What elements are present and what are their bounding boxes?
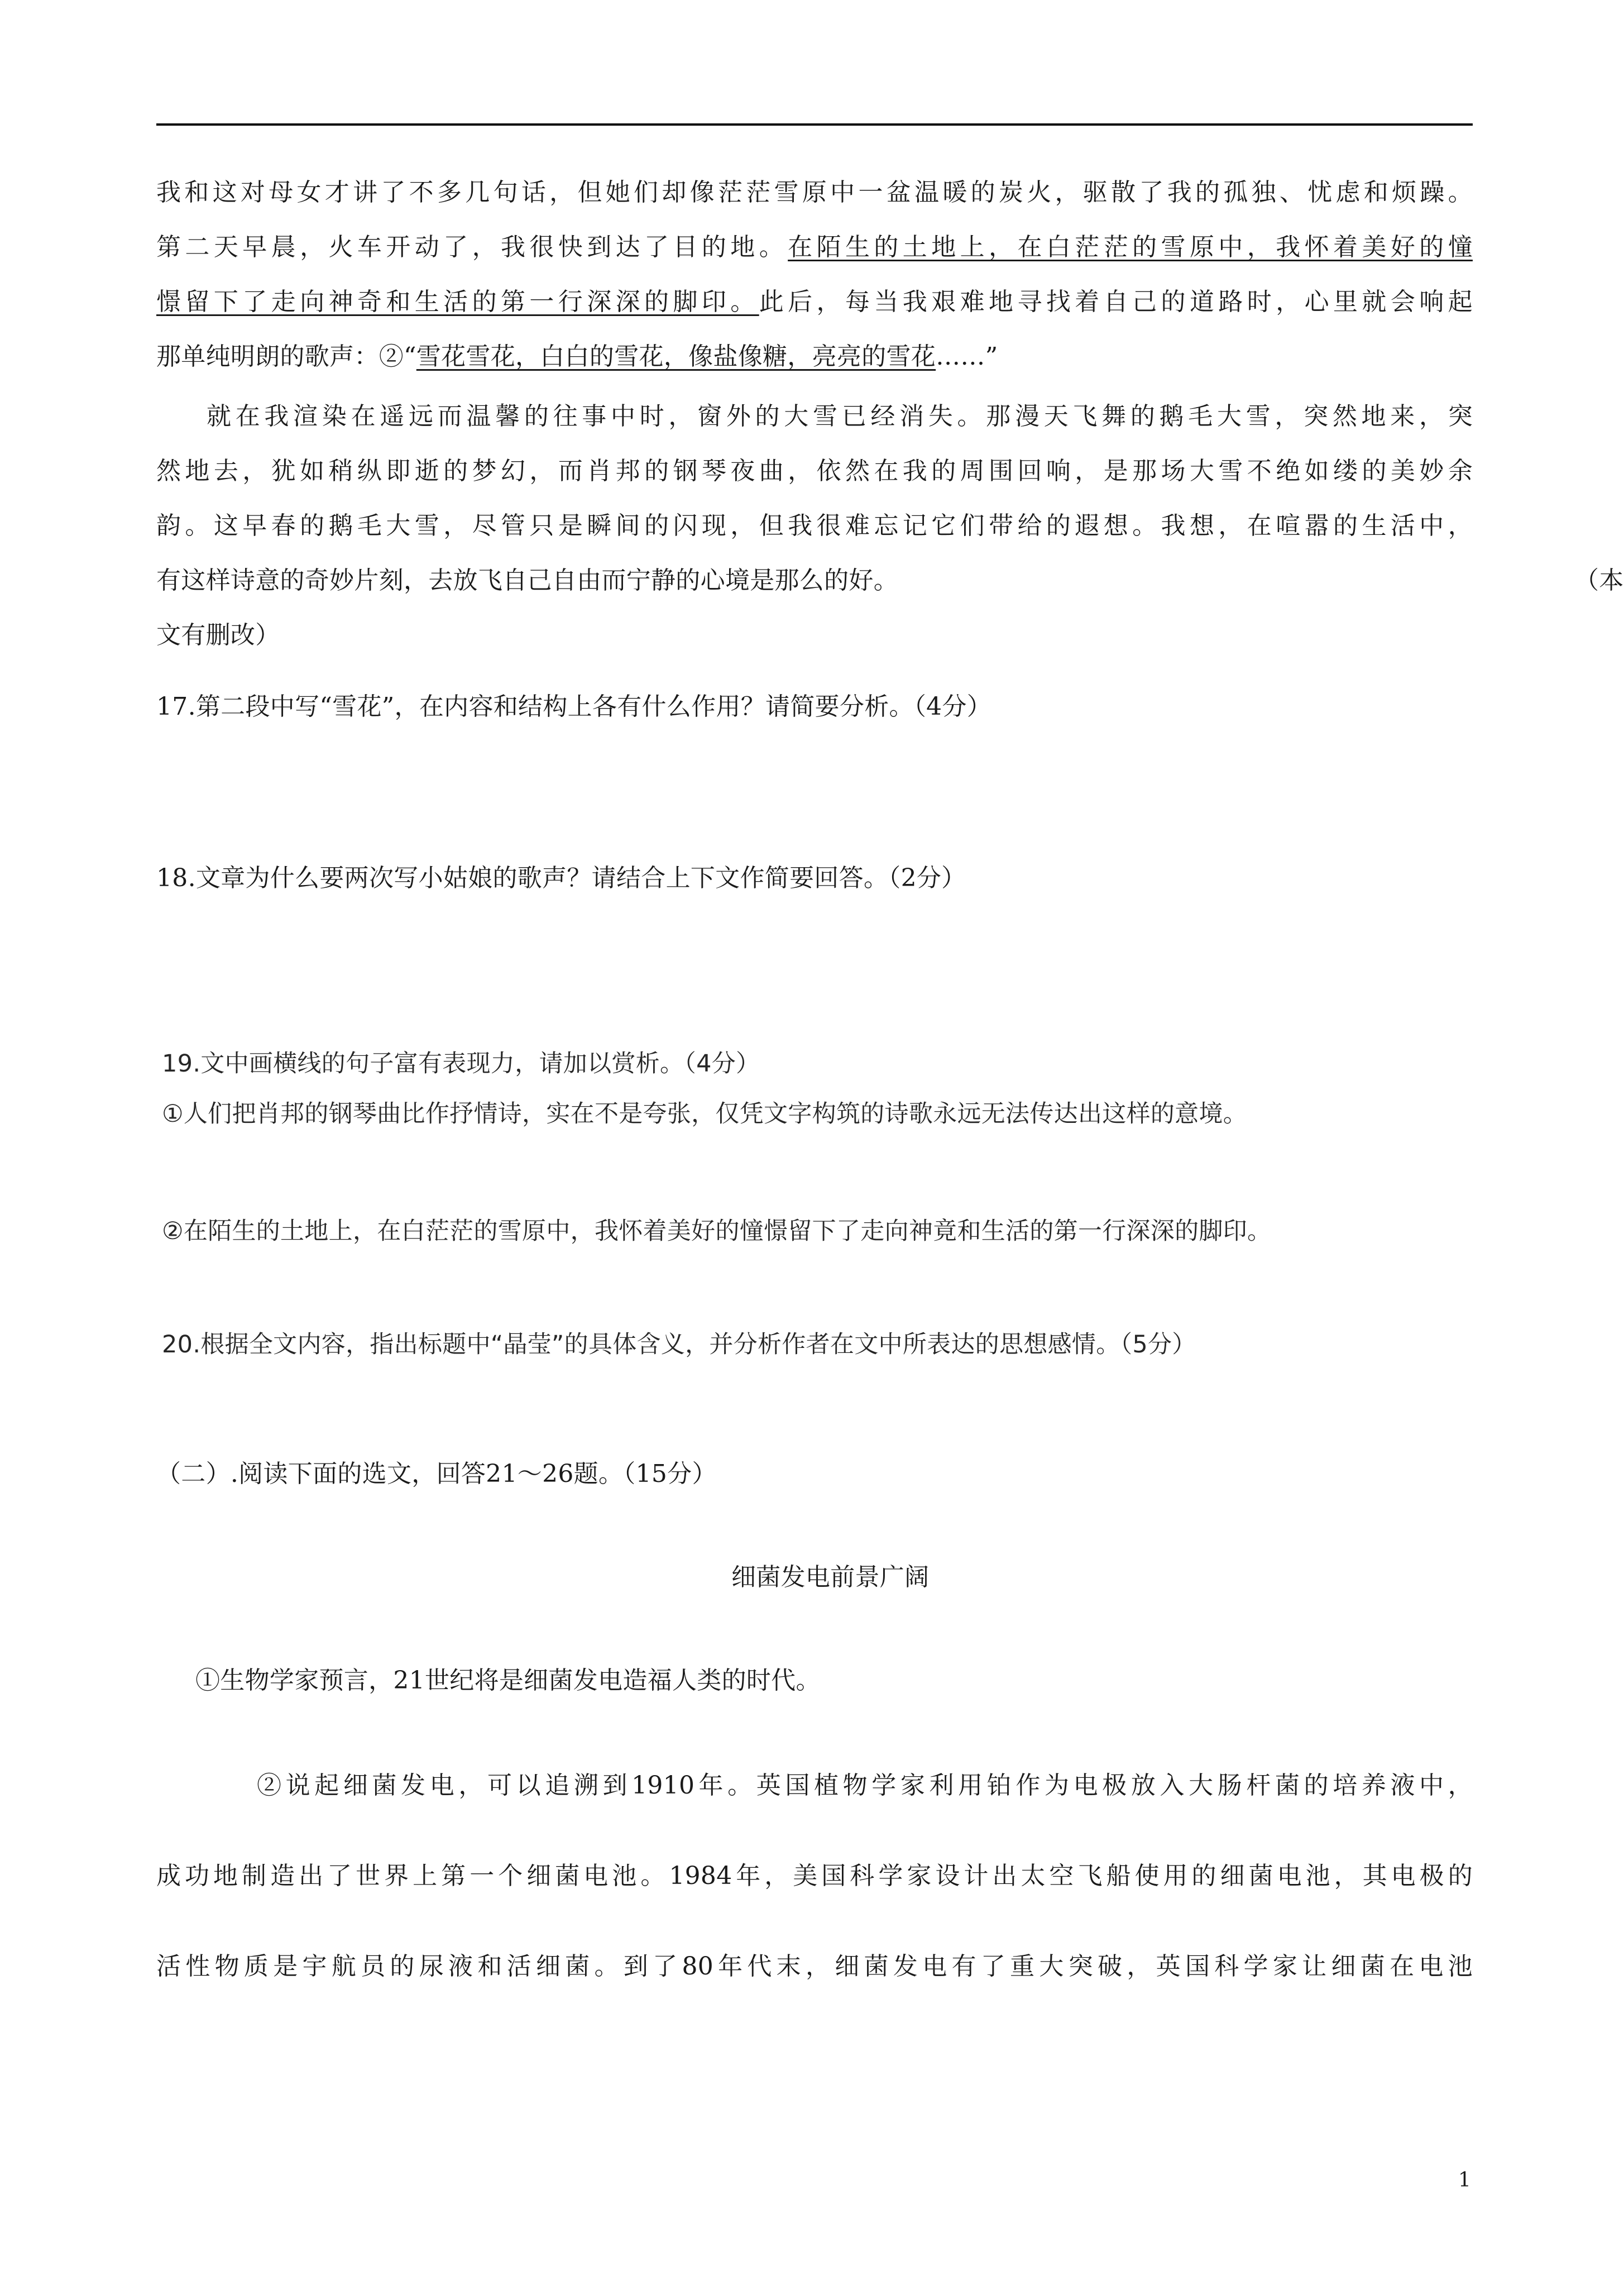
text-line: 然地去，犹如稍纵即逝的梦幻，而肖邦的钢琴夜曲，依然在我的周围回响，是那场大雪不绝如缕的美妙余 — [156, 457, 1473, 485]
article-paragraph-1: ①生物学家预言，21世纪将是细菌发电造福人类的时代。 — [195, 1666, 821, 1695]
question-20: 20.根据全文内容，指出标题中“晶莹”的具体含义，并分析作者在文中所表达的思想感情。（5分） — [162, 1331, 1196, 1359]
question-19-item-1: ①人们把肖邦的钢琴曲比作抒情诗，实在不是夸张，仅凭文字构筑的诗歌永远无法传达出这样的意境。 — [162, 1100, 1248, 1128]
question-17: 17.第二段中写“雪花”，在内容和结构上各有什么作用？请简要分析。（4分） — [156, 692, 992, 721]
article-title: 细菌发电前景广阔 — [731, 1563, 930, 1591]
article-paragraph-2-line: 活性物质是宇航员的尿液和活细菌。到了80年代末，细菌发电有了重大突破，英国科学家让细菌在电池 — [156, 1952, 1473, 1981]
text-line: 韵。这早春的鹅毛大雪，尽管只是瞬间的闪现，但我很难忘记它们带给的遐想。我想，在喧嚣的生活中， — [156, 511, 1473, 540]
text-line: 第二天早晨，火车开动了，我很快到达了目的地。在陌生的土地上，在白茫茫的雪原中，我怀着美好的憧 — [156, 233, 1473, 261]
article-paragraph-2-line: ②说起细菌发电，可以追溯到1910年。英国植物学家利用铂作为电极放入大肠杆菌的培养液中， — [257, 1771, 1473, 1800]
text-line: 憬留下了走向神奇和生活的第一行深深的脚印。此后，每当我艰难地寻找着自己的道路时，心里就会响起 — [156, 288, 1473, 316]
header-rule — [156, 123, 1473, 126]
page-number: 1 — [1458, 2169, 1471, 2192]
section-heading: （二）.阅读下面的选文，回答21～26题。（15分） — [156, 1460, 717, 1488]
text-line: 我和这对母女才讲了不多几句话，但她们却像茫茫雪原中一盆温暖的炭火，驱散了我的孤独、忧虑和烦躁。 — [156, 178, 1473, 207]
text-line: 文有删改） — [156, 621, 280, 649]
underlined-song: 雪花雪花，白白的雪花，像盐像糖，亮亮的雪花 — [416, 342, 936, 371]
text-line: 那单纯明朗的歌声：②“雪花雪花，白白的雪花，像盐像糖，亮亮的雪花……” — [156, 342, 998, 371]
underlined-sentence: 憬留下了走向神奇和生活的第一行深深的脚印。 — [156, 288, 759, 316]
question-19-item-2: ②在陌生的土地上，在白茫茫的雪原中，我怀着美好的憧憬留下了走向神竟和生活的第一行深深的脚印。 — [162, 1217, 1272, 1245]
text-line: 有这样诗意的奇妙片刻，去放飞自己自由而宁静的心境是那么的好。 — [156, 566, 898, 595]
question-18: 18.文章为什么要两次写小姑娘的歌声？请结合上下文作简要回答。（2分） — [156, 864, 966, 892]
question-19: 19.文中画横线的句子富有表现力，请加以赏析。（4分） — [162, 1050, 760, 1078]
source-note: （本 — [1574, 566, 1624, 595]
article-paragraph-2-line: 成功地制造出了世界上第一个细菌电池。1984年，美国科学家设计出太空飞船使用的细菌电池，其电极的 — [156, 1862, 1473, 1890]
underlined-sentence: 在陌生的土地上，在白茫茫的雪原中，我怀着美好的憧 — [788, 233, 1473, 261]
text-line: 就在我渲染在遥远而温馨的往事中时，窗外的大雪已经消失。那漫天飞舞的鹅毛大雪，突然地来，突 — [207, 402, 1473, 431]
